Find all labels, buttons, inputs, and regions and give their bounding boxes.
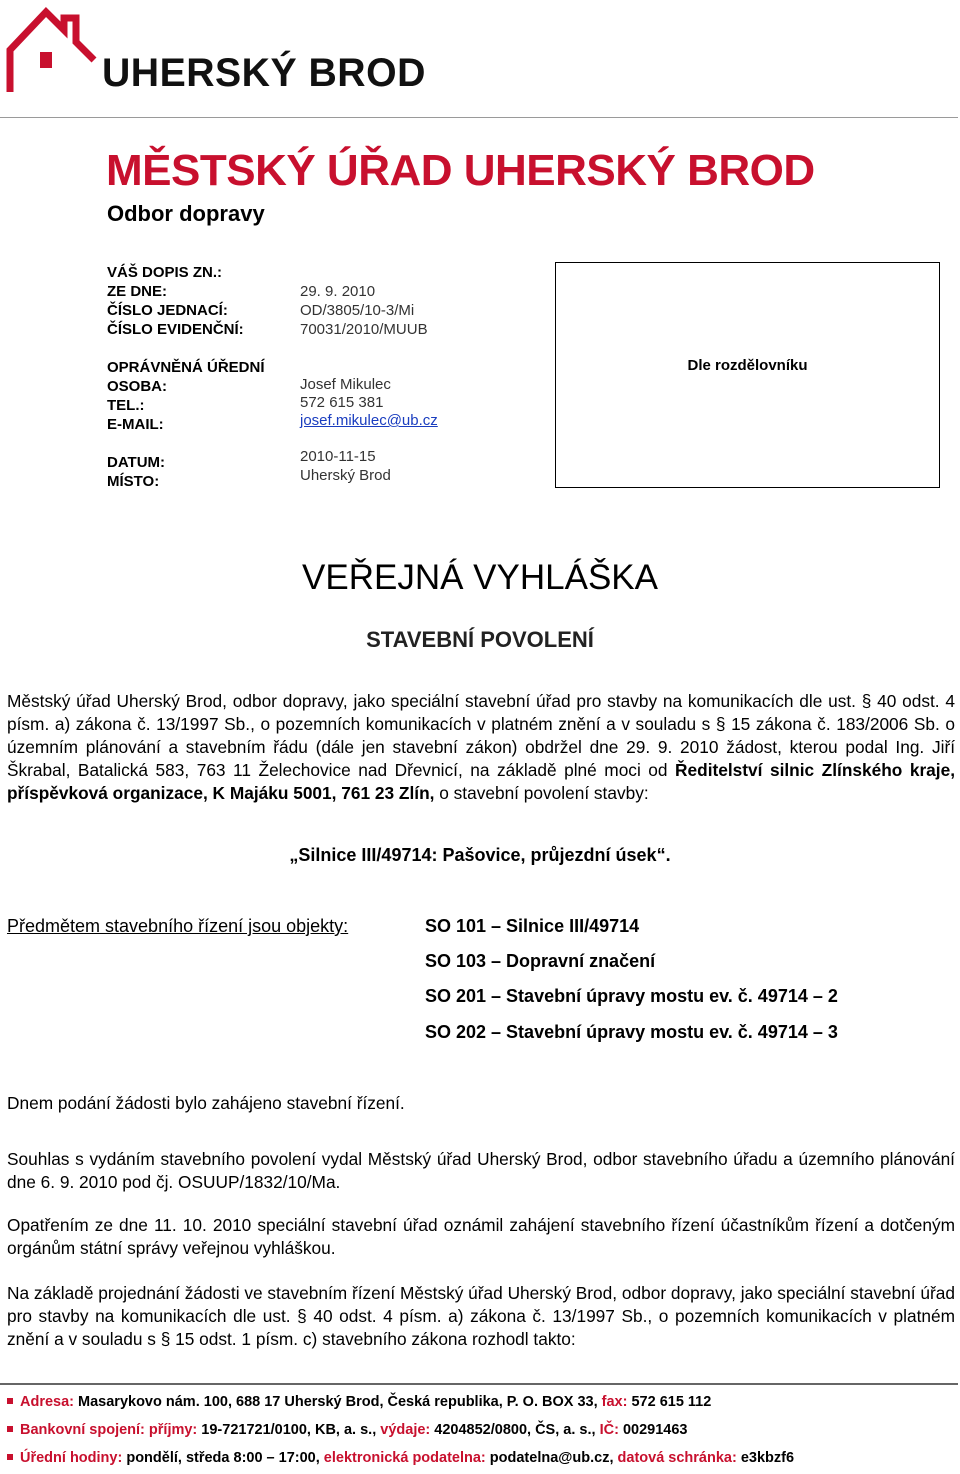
object-item: SO 202 – Stavební úpravy mostu ev. č. 49714 – 3 bbox=[425, 1022, 838, 1042]
intro-text-1: Městský úřad Uherský Brod, odbor dopravy, jako speciální stavební úřad pro stavby na komunikacích dle ust. § 40 odst. 4 písm. a) zákona č. 13/1997 Sb., o pozemních komunikacích v platném znění a v souladu s § 15 zákona č. 183/2006 Sb. o územním plánování a stavebním řádu (dále jen stavební zákon) obdržel dne 29. 9. 2010 žádost, kterou podal Ing. Jiří Škrabal, Batalická 583, 763 11 Želechovice nad Dřevnicí, na základě plné moci od bbox=[7, 691, 955, 780]
department-name: Odbor dopravy bbox=[107, 201, 265, 226]
epost-value: podatelna@ub.cz, bbox=[489, 1450, 614, 1466]
databox-label: datová schránka: bbox=[617, 1450, 737, 1466]
ico-label: IČ: bbox=[599, 1422, 619, 1438]
object-item: SO 201 – Stavební úpravy mostu ev. č. 49714 – 2 bbox=[425, 986, 838, 1006]
label-date: DATUM: bbox=[107, 454, 166, 471]
value-reference-no: OD/3805/10-3/Mi bbox=[300, 302, 415, 319]
paragraph-notice: Opatřením ze dne 11. 10. 2010 speciální stavební úřad oznámil zahájení stavebního řízení účastníkům řízení a dotčeným orgánům státní správy veřejnou vyhláškou. bbox=[7, 1215, 955, 1258]
footer-bank-line bbox=[7, 1421, 687, 1440]
footer-divider bbox=[0, 1383, 958, 1385]
project-name: „Silnice III/49714: Pašovice, průjezdní úsek“. bbox=[289, 845, 671, 865]
office-name: MĚSTSKÝ ÚŘAD UHERSKÝ BROD bbox=[106, 146, 815, 195]
top-divider bbox=[0, 117, 958, 118]
expense-value: 4204852/0800, ČS, a. s., bbox=[434, 1422, 596, 1438]
fax-value: 572 615 112 bbox=[631, 1394, 712, 1410]
object-item: SO 103 – Dopravní značení bbox=[425, 951, 656, 971]
recipient-text: Dle rozdělovníku bbox=[687, 357, 808, 374]
value-place: Uherský Brod bbox=[300, 467, 391, 484]
income-value: 19-721721/0100, KB, a. s., bbox=[201, 1422, 377, 1438]
footer-hours-line bbox=[7, 1449, 794, 1468]
label-reference-no: ČÍSLO JEDNACÍ: bbox=[107, 302, 228, 319]
value-phone: 572 615 381 bbox=[300, 394, 384, 411]
income-label: příjmy: bbox=[148, 1422, 198, 1438]
label-official-1: OPRÁVNĚNÁ ÚŘEDNÍ bbox=[107, 359, 265, 376]
bank-label: Bankovní spojení: bbox=[20, 1422, 145, 1438]
document-title: VEŘEJNÁ VYHLÁŠKA bbox=[302, 558, 658, 597]
label-email: E-MAIL: bbox=[107, 416, 164, 433]
value-email-wrap bbox=[300, 411, 438, 430]
logo-text: UHERSKÝ BROD bbox=[102, 51, 426, 95]
label-official-2: OSOBA: bbox=[107, 378, 167, 395]
paragraph-proceedings-start: Dnem podání žádosti bylo zahájeno stavební řízení. bbox=[7, 1093, 405, 1113]
paragraph-consent: Souhlas s vydáním stavebního povolení vydal Městský úřad Uherský Brod, odbor stavebního úřadu a územního plánování dne 6. 9. 2010 pod čj. OSUUP/1832/10/Ma. bbox=[7, 1149, 955, 1192]
recipient-box bbox=[555, 262, 940, 488]
value-person: Josef Mikulec bbox=[300, 376, 391, 393]
address-value: Masarykovo nám. 100, 688 17 Uherský Brod, Česká republika, P. O. BOX 33, bbox=[78, 1394, 598, 1410]
object-item: SO 101 – Silnice III/49714 bbox=[425, 916, 640, 936]
paragraph-decision: Na základě projednání žádosti ve stavebním řízení Městský úřad Uherský Brod, odbor dopravy, jako speciální stavební úřad pro stavby na komunikacích dle ust. § 40 odst. 4 písm. a) zákona č. 13/1997 Sb., o pozemních komunikacích v platném znění a v souladu s § 15 odst. 1 písm. c) stavebního zákona rozhodl takto: bbox=[7, 1283, 955, 1349]
fax-label: fax: bbox=[601, 1394, 628, 1410]
label-your-letter: VÁŠ DOPIS ZN.: bbox=[107, 264, 223, 281]
value-registry-no: 70031/2010/MUUB bbox=[300, 321, 428, 338]
hours-value: pondělí, středa 8:00 – 17:00, bbox=[126, 1450, 320, 1466]
label-registry-no: ČÍSLO EVIDENČNÍ: bbox=[107, 321, 244, 338]
value-date-sent: 29. 9. 2010 bbox=[300, 283, 376, 300]
footer-address-line bbox=[7, 1393, 711, 1412]
epost-label: elektronická podatelna: bbox=[323, 1450, 486, 1466]
label-place: MÍSTO: bbox=[107, 473, 160, 490]
document-subtitle: STAVEBNÍ POVOLENÍ bbox=[366, 627, 594, 652]
bullet-square-icon bbox=[7, 1398, 13, 1404]
value-date: 2010-11-15 bbox=[300, 448, 376, 465]
objects-label: Předmětem stavebního řízení jsou objekty: bbox=[7, 916, 349, 936]
ico-value: 00291463 bbox=[622, 1422, 688, 1438]
address-label: Adresa: bbox=[20, 1394, 74, 1410]
label-date-sent: ZE DNE: bbox=[107, 283, 167, 300]
intro-paragraph bbox=[7, 690, 955, 805]
expense-label: výdaje: bbox=[380, 1422, 431, 1438]
databox-value: e3kbzf6 bbox=[740, 1450, 795, 1466]
email-link[interactable]: josef.mikulec@ub.cz bbox=[300, 412, 438, 429]
bullet-square-icon bbox=[7, 1426, 13, 1432]
bullet-square-icon bbox=[7, 1454, 13, 1460]
hours-label: Úřední hodiny: bbox=[20, 1450, 123, 1466]
intro-text-2: o stavební povolení stavby: bbox=[434, 783, 649, 803]
applicant-name: Ředitelství silnic Zlínského kraje, příspěvková organizace, K Majáku 5001, 761 23 Zlín, bbox=[7, 760, 955, 803]
house-logo-icon bbox=[6, 6, 102, 96]
label-phone: TEL.: bbox=[107, 397, 145, 414]
